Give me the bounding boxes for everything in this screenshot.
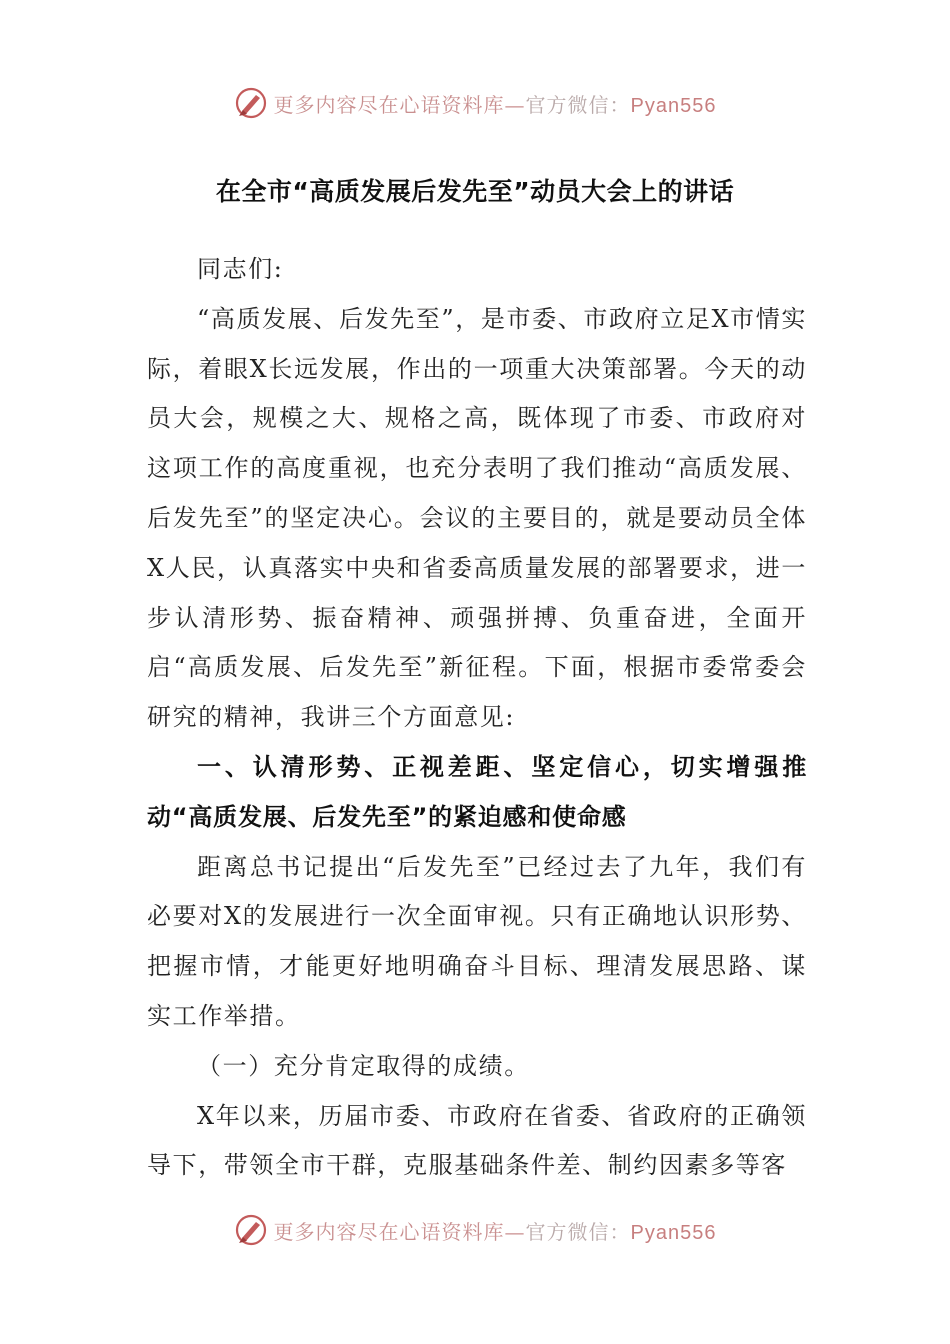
footer-watermark-banner (0, 1210, 950, 1250)
header-watermark-banner (0, 83, 950, 123)
paragraph-intro: “高质发展、后发先至”，是市委、市政府立足X市情实际，着眼X长远发展，作出的一项重大决策部署。今天的动员大会，规模之大、规格之高，既体现了市委、市政府对这项工作的高度重视，也充分表明了我们推动“高质发展、后发先至”的坚定决心。会议的主要目的，就是要动员全体X人民，认真落实中央和省委高质量发展的部署要求，进一步认清形势、振奋精神、顽强拼搏、负重奋进，全面开启“高质发展、后发先至”新征程。下面，根据市委常委会研究的精神，我讲三个方面意见: (147, 304, 807, 732)
paragraph-subsection-1: X年以来，历届市委、市政府在省委、省政府的正确领导下，带领全市干群，克服基础条件差、制约因素多等客 (147, 1101, 807, 1180)
pen-circle-icon (234, 1213, 268, 1247)
salutation: 同志们: (197, 255, 284, 283)
subsection-heading-1: （一）充分肯定取得的成绩。 (197, 1051, 530, 1080)
pen-circle-icon (234, 86, 268, 120)
document-body (147, 245, 807, 1191)
document-title: 在全市“高质发展后发先至”动员大会上的讲话 (215, 177, 735, 206)
paragraph-section-1: 距离总书记提出“后发先至”已经过去了九年，我们有必要对X的发展进行一次全面审视。只有正确地认识形势、把握市情，才能更好地明确奋斗目标、理清发展思路、谋实工作举措。 (147, 852, 807, 1030)
section-heading-1: 一、认清形势、正视差距、坚定信心，切实增强推动“高质发展、后发先至”的紧迫感和使命感 (147, 752, 807, 831)
watermark-text: 更多内容尽在心语资料库—官方微信：Pyan556 (273, 92, 717, 117)
watermark-text: 更多内容尽在心语资料库—官方微信：Pyan556 (273, 1219, 717, 1244)
